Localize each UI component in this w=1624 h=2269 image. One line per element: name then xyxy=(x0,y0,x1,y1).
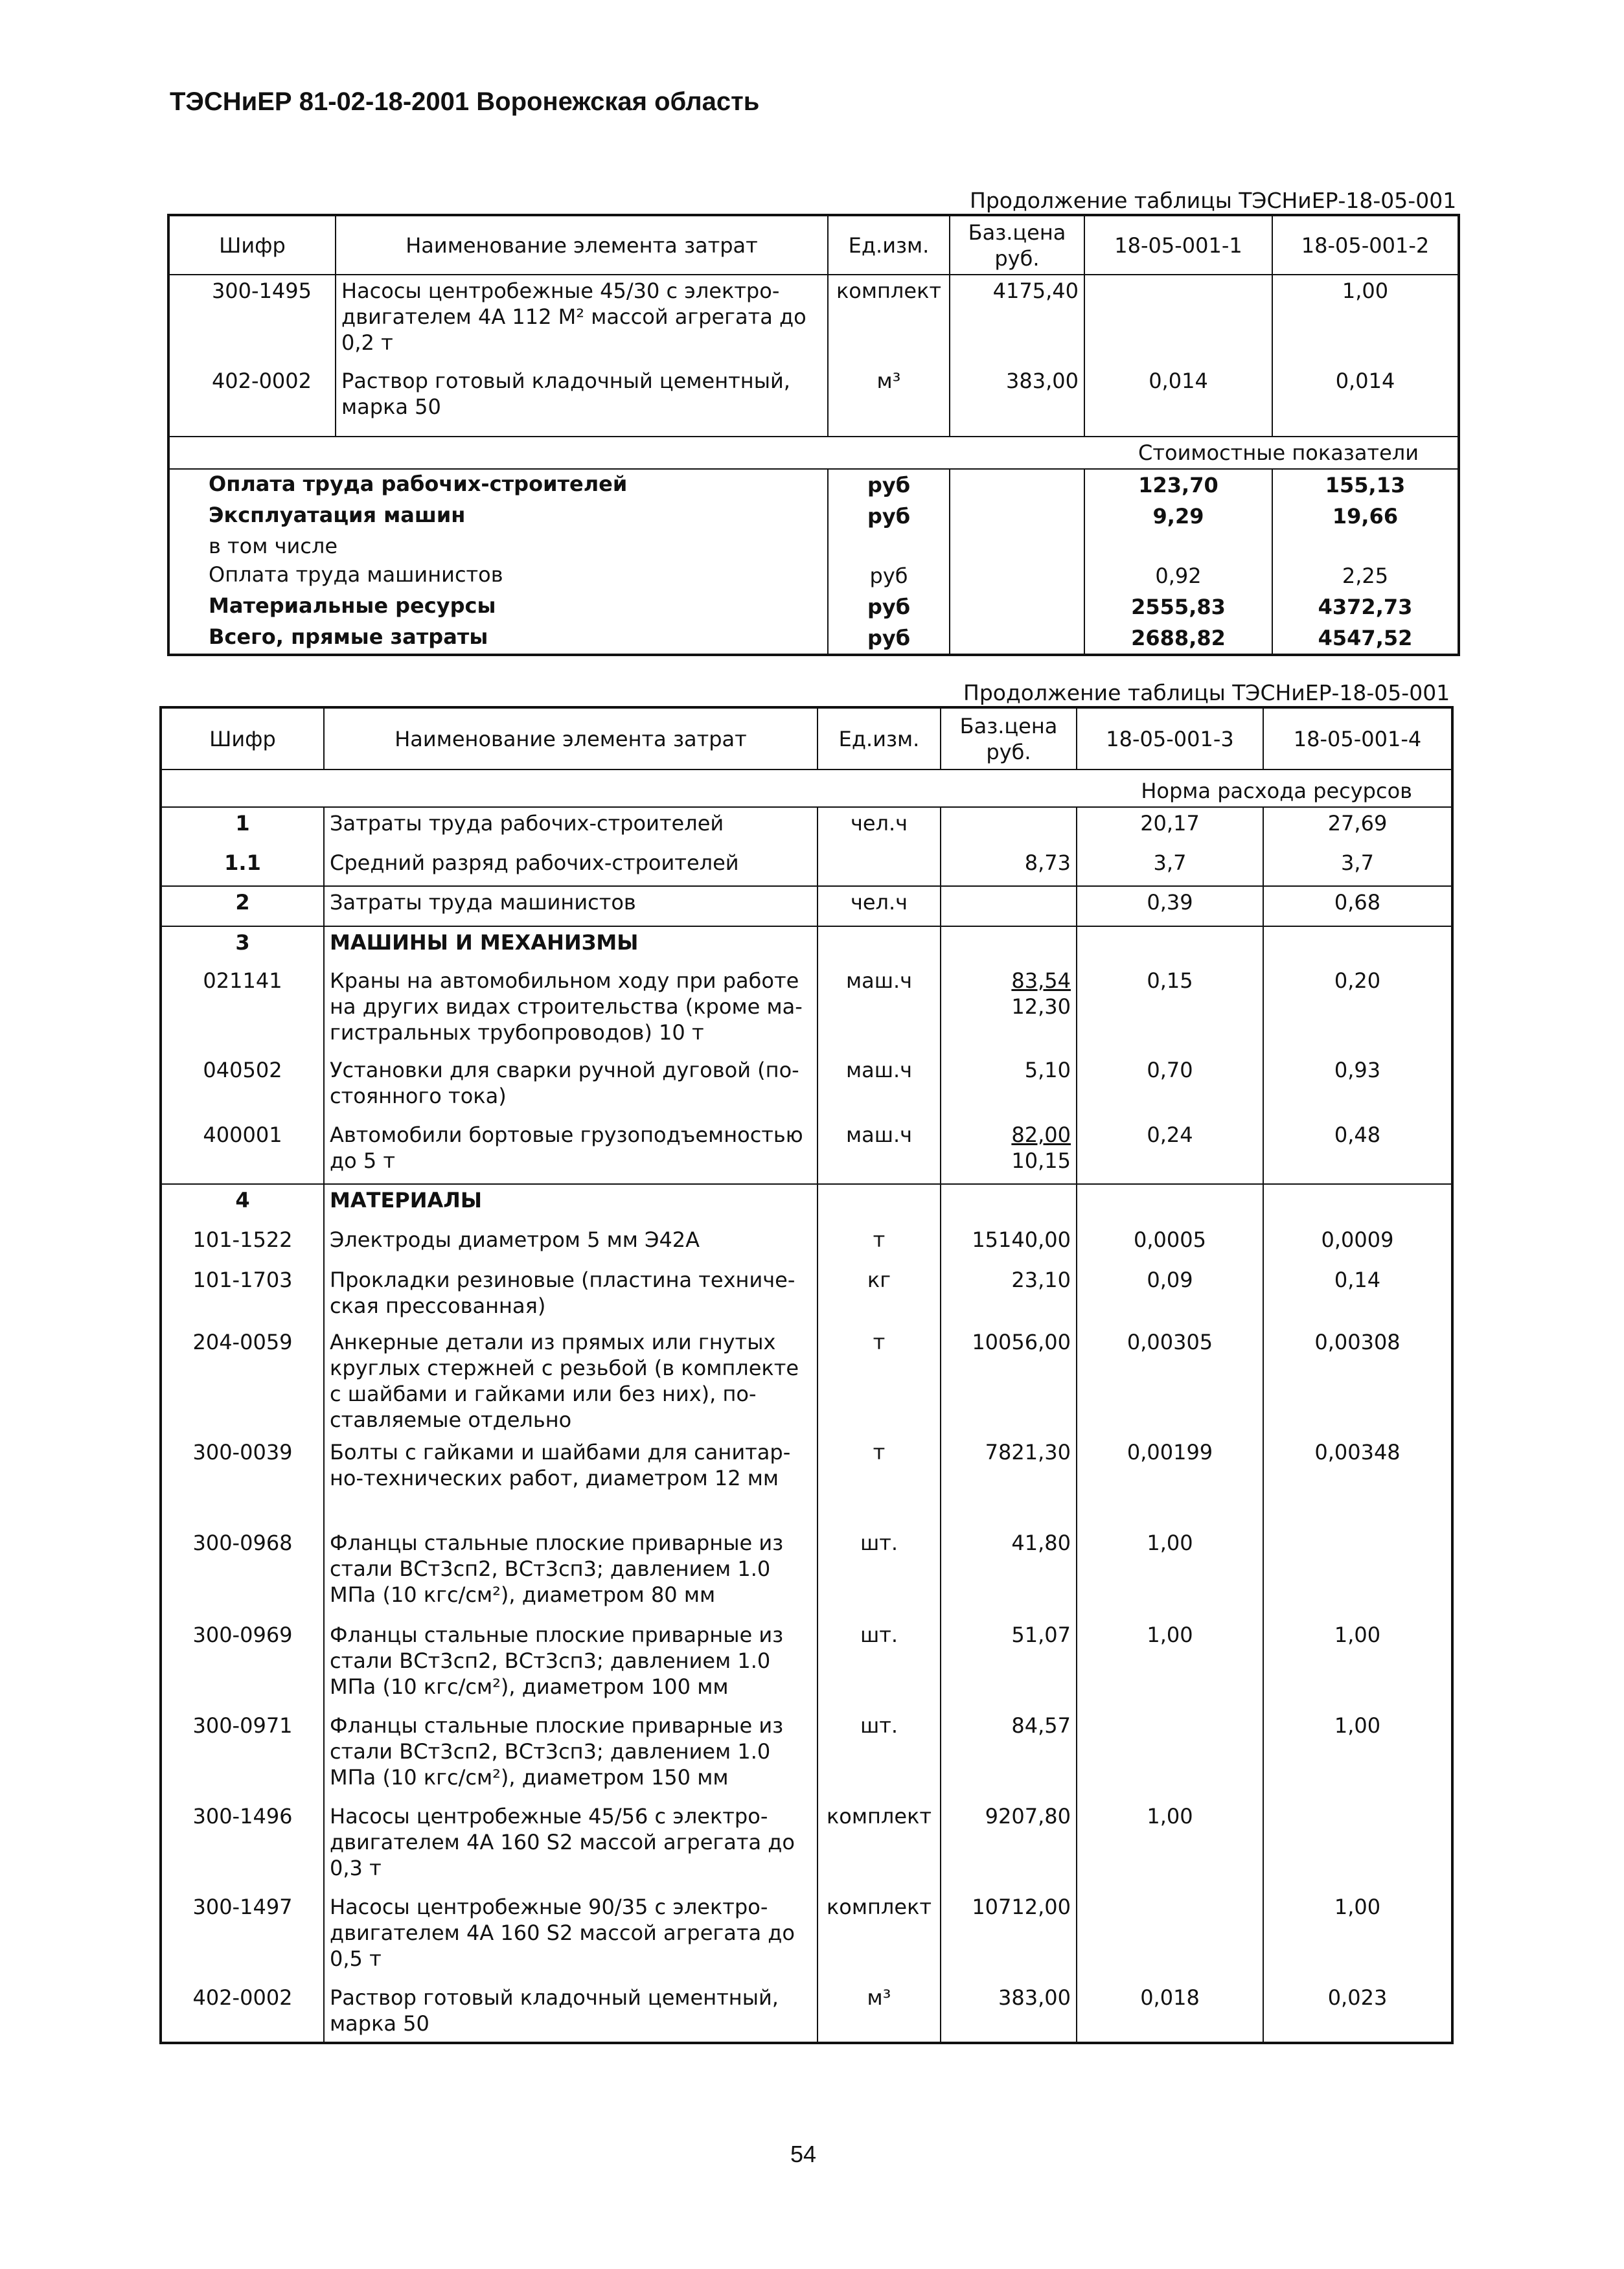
row-value-1 xyxy=(1077,1184,1263,1224)
section-label: Стоимостные показатели xyxy=(168,437,1459,469)
cost-value-1 xyxy=(1084,532,1272,560)
row-unit: т xyxy=(818,1327,941,1437)
price-value: 7821,30 xyxy=(985,1440,1071,1465)
row-value-1: 0,24 xyxy=(1077,1119,1263,1184)
row-code: 300-1497 xyxy=(161,1891,324,1982)
section-row xyxy=(161,1184,1452,1224)
cost-unit: руб xyxy=(828,622,950,655)
cost-value-2 xyxy=(1272,532,1459,560)
cost-row xyxy=(168,469,1459,501)
row-code: 4 xyxy=(161,1184,324,1224)
row-code: 402-0002 xyxy=(168,365,336,437)
cost-value-1: 9,29 xyxy=(1084,501,1272,532)
row-value-2: 1,00 xyxy=(1263,1891,1452,1982)
table2 xyxy=(159,706,1454,2044)
header-col2: 18-05-001-4 xyxy=(1263,707,1452,770)
row-value-1: 20,17 xyxy=(1077,807,1263,847)
row-code: 204-0059 xyxy=(161,1327,324,1437)
price-machinist-value: 10,15 xyxy=(1011,1148,1071,1173)
table-row xyxy=(161,1055,1452,1119)
price-value: 84,57 xyxy=(1011,1713,1071,1738)
row-code: 2 xyxy=(161,886,324,926)
row-code: 1.1 xyxy=(161,847,324,886)
cost-name: Всего, прямые затраты xyxy=(209,624,488,649)
price-value: 23,10 xyxy=(1011,1268,1071,1292)
row-value-2: 0,14 xyxy=(1263,1264,1452,1327)
row-code: 300-0039 xyxy=(161,1437,324,1527)
row-value-2: 0,93 xyxy=(1263,1055,1452,1119)
table-row xyxy=(161,965,1452,1055)
price-value: 82,00 xyxy=(1011,1123,1071,1147)
row-unit: шт. xyxy=(818,1710,941,1801)
row-value-2: 0,0009 xyxy=(1263,1224,1452,1264)
row-price xyxy=(941,1437,1077,1527)
row-name: Фланцы стальные плоские приварные из стали ВСт3сп2, ВСт3сп3; давлением 1.0 МПа (10 кгс/см²), диаметром 150 мм xyxy=(324,1710,818,1801)
row-unit: комплект xyxy=(818,1801,941,1891)
row-code: 300-1496 xyxy=(161,1801,324,1891)
row-code: 3 xyxy=(161,926,324,965)
price-value: 5,10 xyxy=(1024,1058,1071,1082)
row-code: 300-1495 xyxy=(168,275,336,365)
row-value-2: 0,023 xyxy=(1263,1982,1452,2043)
page-title: ТЭСНиЕР 81-02-18-2001 Воронежская область xyxy=(170,87,760,116)
cost-value-2: 4372,73 xyxy=(1272,591,1459,622)
row-price xyxy=(941,1119,1077,1184)
row-value-1: 1,00 xyxy=(1077,1619,1263,1710)
row-unit xyxy=(818,847,941,886)
price-value: 15140,00 xyxy=(972,1227,1071,1252)
row-value-1: 1,00 xyxy=(1077,1527,1263,1619)
cost-row xyxy=(168,591,1459,622)
row-name: Насосы центробежные 45/30 с электро-двигателем 4А 112 М² массой агрегата до 0,2 т xyxy=(336,275,828,365)
row-name: Насосы центробежные 90/35 с электро-двигателем 4А 160 S2 массой агрегата до 0,5 т xyxy=(324,1891,818,1982)
row-name: Насосы центробежные 45/56 с электро-двигателем 4А 160 S2 массой агрегата до 0,3 т xyxy=(324,1801,818,1891)
row-price xyxy=(941,1527,1077,1619)
row-name: Раствор готовый кладочный цементный, марка 50 xyxy=(336,365,828,437)
cost-value-1: 123,70 xyxy=(1084,469,1272,501)
section-row xyxy=(161,926,1452,965)
header-col2: 18-05-001-2 xyxy=(1272,215,1459,275)
cost-name: Оплата труда рабочих-строителей xyxy=(209,472,628,496)
row-price xyxy=(941,1327,1077,1437)
row-value-2: 0,00348 xyxy=(1263,1437,1452,1527)
cost-value-2: 2,25 xyxy=(1272,560,1459,591)
row-value-2 xyxy=(1263,1527,1452,1619)
row-price xyxy=(941,1055,1077,1119)
table-row xyxy=(161,1437,1452,1527)
table-row xyxy=(161,1801,1452,1891)
header-code: Шифр xyxy=(168,215,336,275)
row-value-1: 0,00305 xyxy=(1077,1327,1263,1437)
row-unit: шт. xyxy=(818,1527,941,1619)
row-code: 021141 xyxy=(161,965,324,1055)
row-value-1: 3,7 xyxy=(1077,847,1263,886)
row-value-2: 1,00 xyxy=(1263,1619,1452,1710)
row-unit: комплект xyxy=(828,275,950,365)
row-name: Электроды диаметром 5 мм Э42А xyxy=(324,1224,818,1264)
row-price xyxy=(941,1224,1077,1264)
cost-name: Оплата труда машинистов xyxy=(209,562,503,587)
cost-unit: руб xyxy=(828,501,950,532)
row-code: 400001 xyxy=(161,1119,324,1184)
table-row xyxy=(161,1619,1452,1710)
row-value-1: 1,00 xyxy=(1077,1801,1263,1891)
header-code: Шифр xyxy=(161,707,324,770)
row-unit: маш.ч xyxy=(818,1119,941,1184)
row-code: 300-0969 xyxy=(161,1619,324,1710)
cost-name: в том числе xyxy=(209,534,337,558)
table-row xyxy=(168,365,1459,437)
row-unit: кг xyxy=(818,1264,941,1327)
row-value-2: 27,69 xyxy=(1263,807,1452,847)
cost-value-2: 155,13 xyxy=(1272,469,1459,501)
row-value-1: 0,0005 xyxy=(1077,1224,1263,1264)
row-price xyxy=(941,886,1077,926)
price-value: 10712,00 xyxy=(972,1895,1071,1919)
row-value-2 xyxy=(1263,1801,1452,1891)
row-unit: т xyxy=(818,1224,941,1264)
price-value: 51,07 xyxy=(1011,1623,1071,1647)
row-unit: м³ xyxy=(818,1982,941,2043)
cost-row xyxy=(168,532,1459,560)
row-unit: маш.ч xyxy=(818,965,941,1055)
page-number: 54 xyxy=(790,2141,817,2167)
price-value: 8,73 xyxy=(1024,850,1071,875)
price-value: 10056,00 xyxy=(972,1330,1071,1354)
price-value: 383,00 xyxy=(998,1985,1071,2010)
table-row xyxy=(161,886,1452,926)
row-price xyxy=(941,1801,1077,1891)
table-row xyxy=(161,1264,1452,1327)
row-value-1: 0,014 xyxy=(1084,365,1272,437)
row-unit: чел.ч xyxy=(818,886,941,926)
header-col1: 18-05-001-3 xyxy=(1077,707,1263,770)
header-col1: 18-05-001-1 xyxy=(1084,215,1272,275)
row-name: Раствор готовый кладочный цементный, марка 50 xyxy=(324,1982,818,2043)
cost-value-1: 0,92 xyxy=(1084,560,1272,591)
row-name: Анкерные детали из прямых или гнутых круглых стержней с резьбой (в комплекте с шайбами и гайками или без них), по-ставляемые отдельно xyxy=(324,1327,818,1437)
cost-value-2: 4547,52 xyxy=(1272,622,1459,655)
cost-unit: руб xyxy=(828,591,950,622)
row-value-2: 1,00 xyxy=(1263,1710,1452,1801)
row-price xyxy=(941,1982,1077,2043)
row-unit xyxy=(818,1184,941,1224)
row-code: 101-1522 xyxy=(161,1224,324,1264)
row-code: 300-0971 xyxy=(161,1710,324,1801)
row-unit: шт. xyxy=(818,1619,941,1710)
row-unit xyxy=(818,926,941,965)
price-value: 83,54 xyxy=(1011,968,1071,993)
cost-price-empty xyxy=(950,501,1084,532)
header-unit: Ед.изм. xyxy=(828,215,950,275)
table-row xyxy=(161,1982,1452,2043)
row-code: 101-1703 xyxy=(161,1264,324,1327)
cost-price-empty xyxy=(950,469,1084,501)
header-name: Наименование элемента затрат xyxy=(324,707,818,770)
row-value-2 xyxy=(1263,1184,1452,1224)
row-code: 1 xyxy=(161,807,324,847)
row-price xyxy=(941,1891,1077,1982)
cost-unit: руб xyxy=(828,469,950,501)
cost-price-empty xyxy=(950,560,1084,591)
row-value-2: 3,7 xyxy=(1263,847,1452,886)
row-name: Фланцы стальные плоские приварные из стали ВСт3сп2, ВСт3сп3; давлением 1.0 МПа (10 кгс/см²), диаметром 100 мм xyxy=(324,1619,818,1710)
table-row xyxy=(161,1119,1452,1184)
row-value-1 xyxy=(1077,1710,1263,1801)
cost-value-2: 19,66 xyxy=(1272,501,1459,532)
cost-row xyxy=(168,560,1459,591)
header-name: Наименование элемента затрат xyxy=(336,215,828,275)
row-unit: комплект xyxy=(818,1891,941,1982)
price-machinist-value: 12,30 xyxy=(1011,994,1071,1019)
row-value-1: 0,09 xyxy=(1077,1264,1263,1327)
row-value-2: 0,00308 xyxy=(1263,1327,1452,1437)
row-price: 4175,40 xyxy=(950,275,1084,365)
table-row xyxy=(161,1527,1452,1619)
row-price xyxy=(941,1619,1077,1710)
row-code: 040502 xyxy=(161,1055,324,1119)
table2-caption: Продолжение таблицы ТЭСНиЕР-18-05-001 xyxy=(963,680,1450,705)
row-price xyxy=(941,847,1077,886)
table-row xyxy=(161,1891,1452,1982)
row-value-2: 0,68 xyxy=(1263,886,1452,926)
row-price xyxy=(941,965,1077,1055)
row-name: Затраты труда машинистов xyxy=(324,886,818,926)
cost-name: Эксплуатация машин xyxy=(209,503,466,527)
table-row xyxy=(161,1327,1452,1437)
row-value-1 xyxy=(1077,926,1263,965)
row-code: 402-0002 xyxy=(161,1982,324,2043)
row-name: МАТЕРИАЛЫ xyxy=(324,1184,818,1224)
row-price xyxy=(941,1710,1077,1801)
cost-unit: руб xyxy=(828,560,950,591)
header-unit: Ед.изм. xyxy=(818,707,941,770)
row-price: 383,00 xyxy=(950,365,1084,437)
row-price xyxy=(941,1264,1077,1327)
row-unit: м³ xyxy=(828,365,950,437)
row-name: Прокладки резиновые (пластина техниче-ская прессованная) xyxy=(324,1264,818,1327)
row-value-1: 0,70 xyxy=(1077,1055,1263,1119)
row-value-1 xyxy=(1077,1891,1263,1982)
table-row xyxy=(161,847,1452,886)
cost-price-empty xyxy=(950,622,1084,655)
row-name: Установки для сварки ручной дуговой (по-стоянного тока) xyxy=(324,1055,818,1119)
table1-caption: Продолжение таблицы ТЭСНиЕР-18-05-001 xyxy=(970,188,1457,213)
row-name: Затраты труда рабочих-строителей xyxy=(324,807,818,847)
cost-name: Материальные ресурсы xyxy=(209,593,496,618)
cost-row xyxy=(168,622,1459,655)
row-unit: маш.ч xyxy=(818,1055,941,1119)
row-name: МАШИНЫ И МЕХАНИЗМЫ xyxy=(324,926,818,965)
table-row xyxy=(161,1710,1452,1801)
row-value-1: 0,15 xyxy=(1077,965,1263,1055)
row-value-2: 1,00 xyxy=(1272,275,1459,365)
cost-value-1: 2688,82 xyxy=(1084,622,1272,655)
table1 xyxy=(167,214,1460,656)
row-value-1: 0,018 xyxy=(1077,1982,1263,2043)
row-value-1 xyxy=(1084,275,1272,365)
row-code: 300-0968 xyxy=(161,1527,324,1619)
header-price: Баз.цена руб. xyxy=(941,707,1077,770)
row-name: Фланцы стальные плоские приварные из стали ВСт3сп2, ВСт3сп3; давлением 1.0 МПа (10 кгс/см²), диаметром 80 мм xyxy=(324,1527,818,1619)
row-name: Средний разряд рабочих-строителей xyxy=(324,847,818,886)
row-name: Краны на автомобильном ходу при работе на других видах строительства (кроме ма-гистральных трубопроводов) 10 т xyxy=(324,965,818,1055)
cost-row xyxy=(168,501,1459,532)
cost-price-empty xyxy=(950,532,1084,560)
table-row xyxy=(161,807,1452,847)
row-value-2: 0,48 xyxy=(1263,1119,1452,1184)
row-value-2: 0,014 xyxy=(1272,365,1459,437)
row-value-1: 0,00199 xyxy=(1077,1437,1263,1527)
cost-price-empty xyxy=(950,591,1084,622)
cost-unit xyxy=(828,532,950,560)
row-value-2: 0,20 xyxy=(1263,965,1452,1055)
price-value: 9207,80 xyxy=(985,1804,1071,1829)
row-price xyxy=(941,807,1077,847)
section-label: Норма расхода ресурсов xyxy=(161,770,1452,807)
row-unit: чел.ч xyxy=(818,807,941,847)
row-unit: т xyxy=(818,1437,941,1527)
table-row xyxy=(161,1224,1452,1264)
row-value-2 xyxy=(1263,926,1452,965)
row-price xyxy=(941,1184,1077,1224)
row-value-1: 0,39 xyxy=(1077,886,1263,926)
header-price: Баз.цена руб. xyxy=(950,215,1084,275)
row-name: Автомобили бортовые грузоподъемностью до 5 т xyxy=(324,1119,818,1184)
price-value: 41,80 xyxy=(1011,1531,1071,1555)
cost-value-1: 2555,83 xyxy=(1084,591,1272,622)
table-row xyxy=(168,275,1459,365)
row-name: Болты с гайками и шайбами для санитар-но-технических работ, диаметром 12 мм xyxy=(324,1437,818,1527)
row-price xyxy=(941,926,1077,965)
